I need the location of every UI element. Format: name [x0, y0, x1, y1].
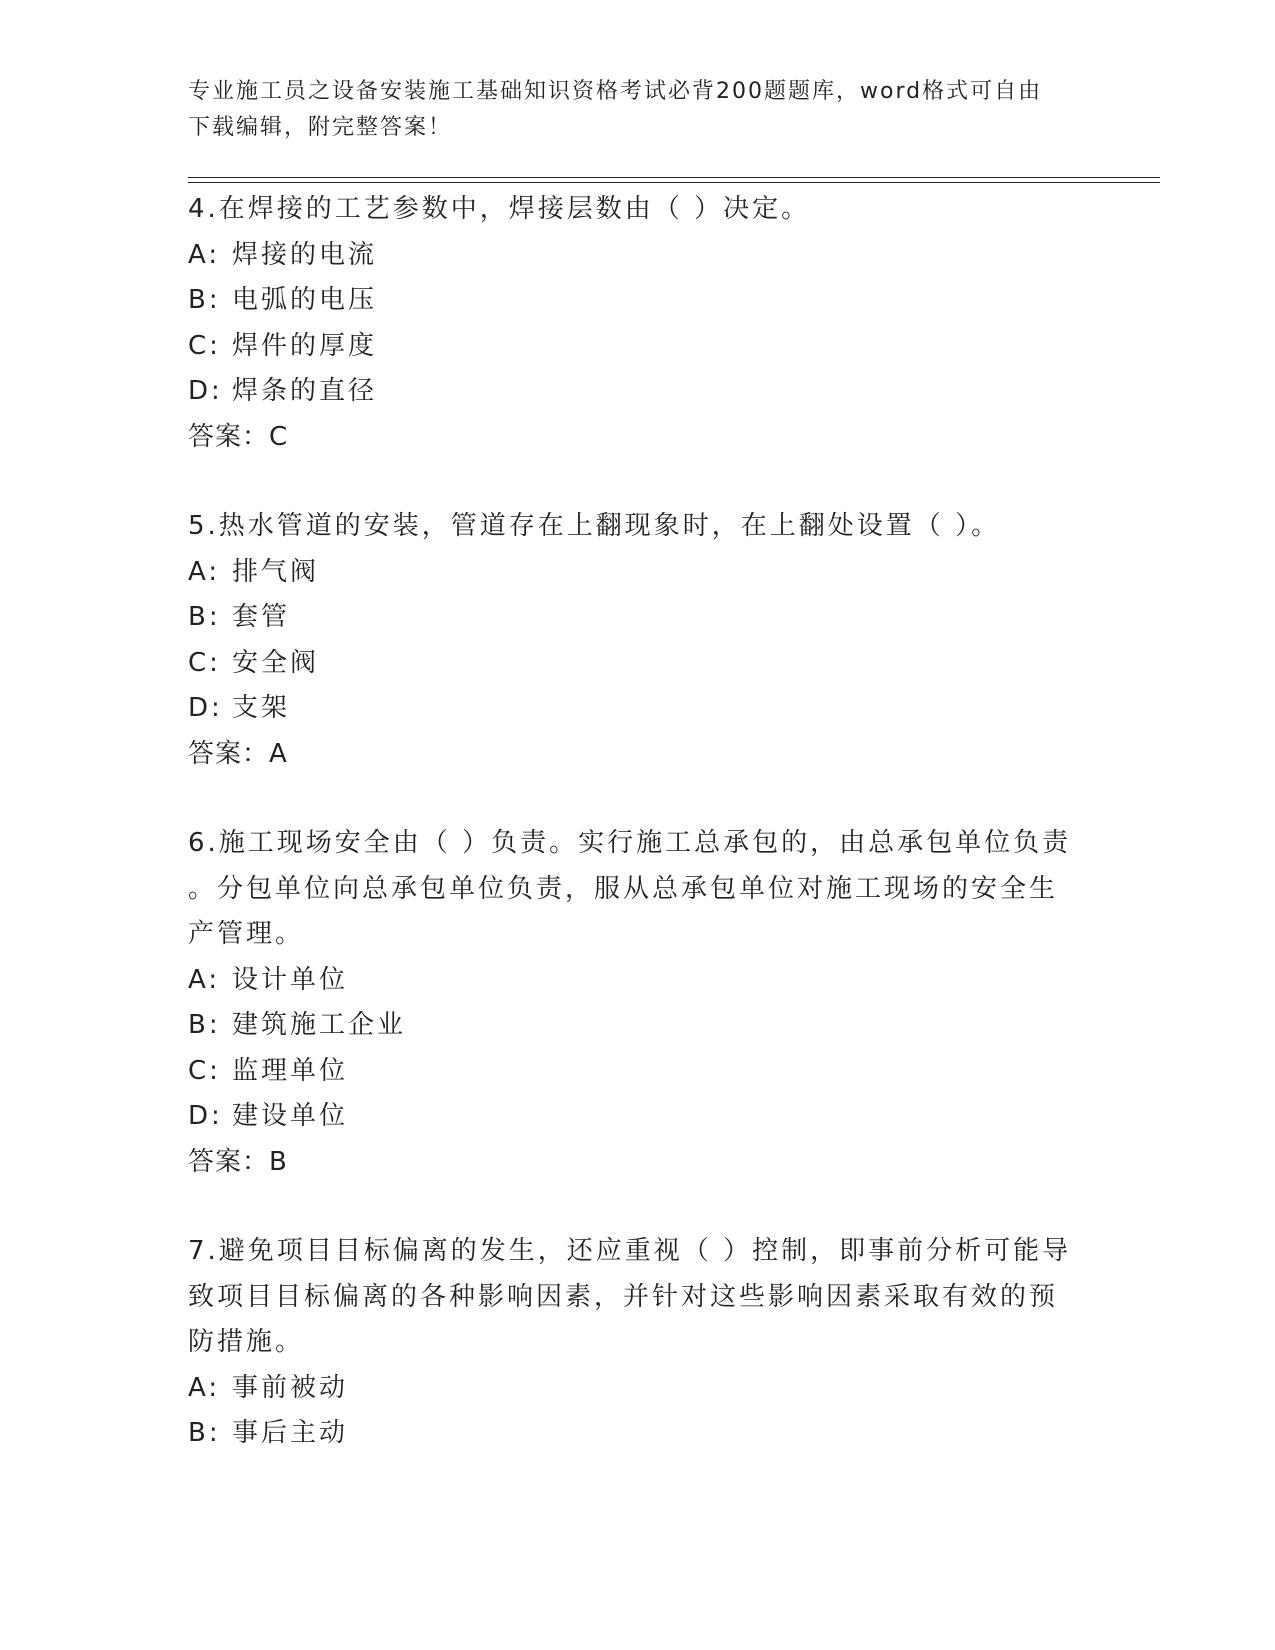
- option-key: C:: [188, 1055, 221, 1086]
- option-text: 安全阀: [232, 647, 320, 678]
- question-stem-line: 7.避免项目目标偏离的发生，还应重视（ ）控制，即事前分析可能导: [188, 1236, 1072, 1266]
- option-key: A:: [188, 964, 221, 995]
- option-text: 设计单位: [232, 964, 349, 995]
- question-stem-line: 产管理。: [188, 919, 305, 949]
- option-text: 排气阀: [232, 556, 320, 587]
- answer-option: [188, 550, 1088, 596]
- answer-option: [188, 958, 1088, 1004]
- document-header: [188, 74, 1088, 146]
- header-divider-top: [188, 177, 1160, 178]
- answer-option: [188, 686, 1088, 732]
- question-block: [188, 1229, 1088, 1457]
- question-stem-line: 4.在焊接的工艺参数中，焊接层数由（ ）决定。: [188, 194, 811, 224]
- answer-option: [188, 278, 1088, 324]
- option-key: D:: [188, 693, 223, 723]
- answer-line: 答案：A: [188, 738, 288, 769]
- option-text: 监理单位: [232, 1055, 349, 1086]
- answer-option: [188, 595, 1088, 641]
- option-key: D:: [188, 1101, 223, 1131]
- option-key: B:: [188, 1418, 221, 1448]
- answer-option: [188, 369, 1088, 415]
- question-block: [188, 821, 1088, 1185]
- option-key: A:: [188, 1372, 221, 1403]
- option-text: 焊件的厚度: [232, 330, 378, 361]
- option-text: 焊条的直径: [232, 376, 378, 406]
- header-divider-bottom: [188, 182, 1160, 183]
- option-key: C:: [188, 647, 221, 678]
- option-text: 事后主动: [232, 1418, 349, 1448]
- question-stem-line: 防措施。: [188, 1327, 305, 1357]
- option-key: A:: [188, 239, 221, 270]
- option-text: 支架: [232, 693, 291, 723]
- header-line-1: 专业施工员之设备安装施工基础知识资格考试必背200题题库，word格式可自由: [188, 79, 1043, 104]
- answer-option: [188, 1094, 1088, 1140]
- answer-option: [188, 1411, 1088, 1457]
- option-key: C:: [188, 330, 221, 361]
- header-line-2: 下载编辑，附完整答案！: [188, 115, 453, 140]
- answer-option: [188, 1049, 1088, 1095]
- option-text: 建筑施工企业: [232, 1010, 407, 1040]
- option-text: 焊接的电流: [232, 239, 378, 270]
- option-key: B:: [188, 602, 221, 632]
- question-block: [188, 504, 1088, 777]
- question-stem-line: 致项目目标偏离的各种影响因素，并针对这些影响因素采取有效的预: [188, 1281, 1059, 1312]
- question-stem-line: 。分包单位向总承包单位负责，服从总承包单位对施工现场的安全生: [188, 873, 1059, 904]
- answer-option: [188, 233, 1088, 279]
- option-key: B:: [188, 1010, 221, 1040]
- question-stem-line: 6.施工现场安全由（ ）负责。实行施工总承包的，由总承包单位负责: [188, 828, 1072, 858]
- option-text: 套管: [232, 602, 291, 632]
- answer-option: [188, 1003, 1088, 1049]
- question-block: [188, 187, 1088, 460]
- answer-option: [188, 324, 1088, 370]
- question-stem-line: 5.热水管道的安装，管道存在上翻现象时，在上翻处设置（ ）。: [188, 511, 1001, 541]
- answer-line: 答案：B: [188, 1146, 288, 1177]
- option-text: 事前被动: [232, 1372, 349, 1403]
- option-text: 建设单位: [232, 1101, 349, 1131]
- option-key: A:: [188, 556, 221, 587]
- answer-option: [188, 1366, 1088, 1412]
- question-list: [188, 187, 1088, 1501]
- answer-option: [188, 641, 1088, 687]
- answer-line: 答案：C: [188, 421, 289, 452]
- option-key: D:: [188, 376, 223, 406]
- option-text: 电弧的电压: [232, 285, 378, 315]
- option-key: B:: [188, 285, 221, 315]
